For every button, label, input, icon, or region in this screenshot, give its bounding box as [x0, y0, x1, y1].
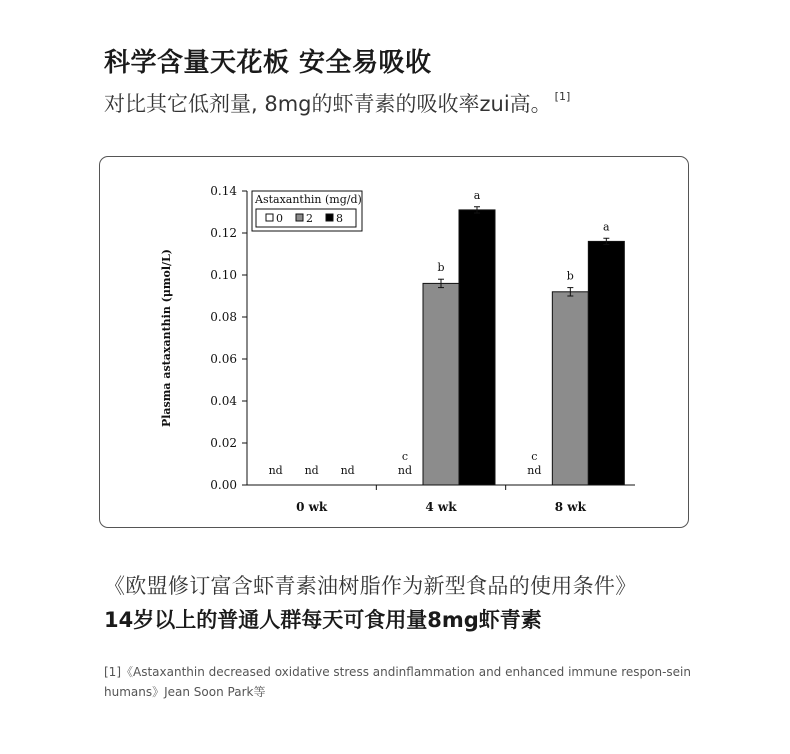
regulation-detail: 14岁以上的普通人群每天可食用量8mg虾青素: [104, 608, 542, 632]
regulation-title: 《欧盟修订富含虾青素油树脂作为新型食品的使用条件》: [104, 574, 637, 598]
page-heading: 科学含量天花板 安全易吸收: [104, 48, 432, 78]
y-tick-label: 0.06: [210, 352, 237, 366]
bar: [588, 241, 624, 485]
y-tick-label: 0.00: [210, 478, 237, 492]
reference-mark: [1]: [554, 90, 571, 103]
significance-label: b: [566, 269, 574, 283]
legend-item-label: 8: [336, 212, 343, 225]
subtitle: [104, 88, 570, 118]
legend-swatch: [266, 214, 273, 221]
significance-label: c: [401, 450, 409, 463]
chart-container: [99, 156, 689, 528]
significance-label: c: [531, 450, 538, 463]
data-label: nd: [527, 464, 542, 477]
data-label: nd: [304, 464, 319, 477]
data-label: nd: [340, 464, 355, 477]
bar-chart: [100, 157, 690, 529]
legend-item-label: 2: [306, 212, 313, 225]
legend-swatch: [296, 214, 303, 221]
significance-label: b: [437, 261, 445, 275]
y-tick-label: 0.10: [210, 268, 237, 282]
significance-label: a: [473, 188, 481, 202]
bar: [423, 283, 459, 485]
bar: [552, 292, 588, 485]
subtitle-text: 对比其它低剂量, 8mg的虾青素的吸收率zui高。: [104, 92, 552, 116]
reference-note: [1]《Astaxanthin decreased oxidative stress andinflammation and enhanced immune respon-sein humans》Jean Soon Park等: [104, 665, 691, 699]
y-tick-label: 0.02: [210, 436, 237, 450]
significance-label: a: [603, 220, 610, 234]
bar: [459, 210, 495, 485]
x-tick-label: 4 wk: [425, 500, 457, 514]
legend-swatch: [326, 214, 333, 221]
legend-item-label: 0: [276, 212, 283, 225]
y-tick-label: 0.14: [210, 184, 237, 198]
data-label: nd: [268, 464, 283, 477]
legend-title: Astaxanthin (mg/d): [255, 193, 362, 206]
y-tick-label: 0.12: [210, 226, 237, 240]
x-tick-label: 0 wk: [296, 500, 328, 514]
y-axis-label: Plasma astaxanthin (μmol/L): [160, 248, 173, 428]
y-tick-label: 0.04: [210, 394, 237, 408]
x-tick-label: 8 wk: [554, 500, 586, 514]
y-tick-label: 0.08: [210, 310, 237, 324]
data-label: nd: [397, 464, 413, 477]
